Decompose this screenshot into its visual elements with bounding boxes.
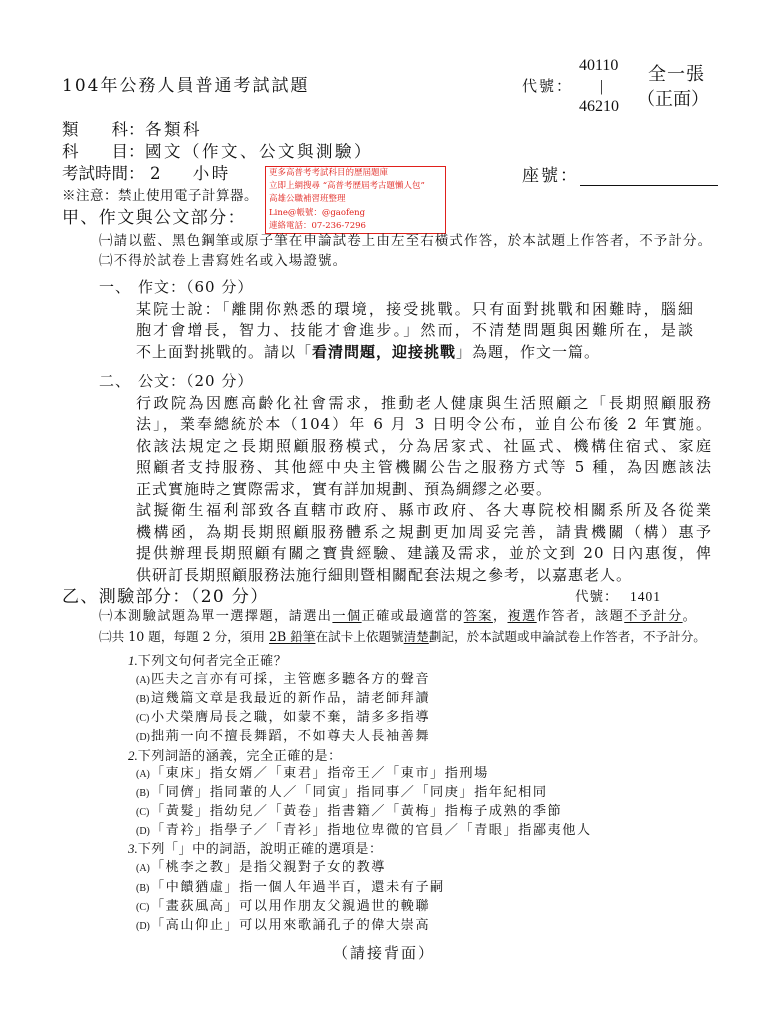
official-doc-number: 二、 [99,372,132,390]
option-label: (C) [136,807,150,818]
promo-line: 更多高普考考試科目的歷屆題庫 [269,168,389,178]
instruction-emphasis: 清楚 [403,629,429,644]
instruction-text: 作答者，該題 [536,609,625,624]
instruction-emphasis: 一個 [332,609,362,624]
calculator-notice: ※注意：禁止使用電子計算器。 [62,188,258,204]
promo-line: Line@帳號：@gaofeng [269,207,366,218]
question-number: 2. [128,748,138,763]
instruction-text: ㈠本測驗試題為單一選擇題，請選出 [99,609,333,624]
instruction-text: 劃記，於本試題或申論試卷上作答者，不予計分。 [428,629,706,644]
option-text: 「中饋猶虛」指一個人年過半百，還未有子嗣 [151,880,445,895]
subject-label: 科 目： [62,142,145,161]
option-text: 「黃髮」指幼兒／「黃卷」指書籍／「黃梅」指梅子成熟的季節 [151,804,563,819]
option-label: (A) [136,769,150,780]
official-doc-line: 行政院為因應高齡化社會需求，推動老人健康與生活照顧之「長期照顧服務 [136,394,712,412]
instruction-emphasis: 2B 鉛筆 [269,629,316,644]
option-text: 匹夫之言亦有可採，主管應多聽各方的聲音 [151,672,431,687]
promo-line: 立即上網搜尋 “高普考歷屆考古題懶人包” [269,181,425,192]
question [128,839,383,859]
official-doc-line: 依該法規定之長期照顧服務模式，分為居家式、社區式、機構住宿式、家庭 [136,437,712,455]
promo-line: 高雄公職補習班整理 [269,194,346,205]
answer-option [136,897,430,917]
code-separator: | [600,78,604,95]
part-a-title: 甲、作文與公文部分： [62,208,246,228]
question-number: 1. [128,653,138,668]
essay-line [136,341,600,363]
official-doc-line: 機構函，為期長期照顧服務體系之規劃更加周妥完善，請貴機關（構）惠予 [136,523,712,541]
official-doc-line: 提供辦理長期照顧有關之寶貴經驗、建議及需求，並於文到 20 日內惠復，俾 [136,544,712,562]
option-label: (D) [136,826,150,837]
question [128,651,287,671]
instruction-text: 正確或最適當的 [361,609,464,624]
time-value: 2 小時 [150,164,231,183]
option-text: 小犬榮膺局長之職，如蒙不棄，請多多指導 [151,710,431,725]
essay-line: 胞才會增長，智力、技能才會進步。」然而，不清楚問題與困難所在，是談 [136,321,694,339]
option-text: 這幾篇文章是我最近的新作品，請老師拜讀 [151,691,431,706]
category-value: 各類科 [145,120,202,139]
essay-topic: 看清問題，迎接挑戰 [312,343,457,361]
option-text: 「桃李之教」是指父親對子女的教導 [151,860,386,875]
subject-value: 國文（作文、公文與測驗） [145,142,373,161]
part-b-instruction [99,627,706,647]
essay-number: 一、 [99,278,132,296]
option-text: 拙荊一向不擅長舞蹈，不如尊夫人長袖善舞 [151,729,431,744]
category-label: 類 科： [62,120,145,139]
instruction-emphasis: 答案 [463,609,493,624]
instruction-text: ㈡共 10 題，每題 2 分，須用 [99,629,269,644]
instruction-emphasis: 不予計分 [624,609,683,624]
code-bottom: 46210 [579,98,619,115]
promo-line: 連絡電話：07-236-7296 [269,220,366,231]
official-doc-line: 正式實施時之實際需求，實有詳加規劃、預為綢繆之必要。 [136,480,553,498]
instruction-text: ， [492,609,508,624]
essay-text: 」為題，作文一篇。 [456,343,601,361]
option-label: (A) [136,675,150,686]
part-a-instruction: ㈡不得於試卷上書寫姓名或入場證號。 [99,253,348,269]
option-text: 「青衿」指學子／「青衫」指地位卑微的官員／「青眼」指鄙夷他人 [151,823,592,838]
instruction-emphasis: 複選 [507,609,537,624]
option-label: (B) [136,883,150,894]
official-doc-line: 法」，業奉總統於本（104）年 6 月 3 日明令公布，並自公布後 2 年實施。 [136,415,712,433]
instruction-text: 在試卡上依題號 [315,629,404,644]
answer-option [136,670,430,690]
official-doc-line: 供研訂長期照顧服務法施行細則暨相關配套法規之參考，以嘉惠老人。 [136,566,633,584]
answer-option [136,708,430,728]
seat-label: 座號： [522,166,579,186]
part-a-instruction: ㈠請以藍、黑色鋼筆或原子筆在申論試卷上由左至右橫式作答，於本試題上作答者，不予計分。 [99,233,713,249]
code-top: 40110 [579,57,619,74]
answer-option [136,802,562,822]
sheet-count: 全一張 [648,64,705,85]
instruction-text: 。 [682,609,698,624]
option-text: 「高山仰止」可以用來歌誦孔子的偉大崇高 [151,918,431,933]
answer-option [136,858,386,878]
option-label: (A) [136,863,150,874]
option-text: 「畫荻風高」可以用作朋友父親過世的輓聯 [151,899,431,914]
exam-title: 104年公務人員普通考試試題 [62,76,310,96]
official-doc-line: 試擬衛生福利部致各直轄市政府、縣市政府、各大專院校相關系所及各從業 [136,501,712,519]
question-number: 3. [128,841,138,856]
time-label: 考試時間： [62,164,145,183]
official-doc-line: 照顧者支持服務、其他經中央主管機關公告之服務方式等 5 種，為因應該法 [136,458,712,476]
question-text: 下列文句何者完全正確？ [137,654,288,669]
answer-option [136,878,445,898]
answer-option [136,783,548,803]
option-label: (C) [136,713,150,724]
part-b-code-label: 代號： [575,589,619,605]
answer-option [136,821,592,841]
essay-text: 不上面對挑戰的。請以「 [136,343,313,361]
answer-option [136,916,430,936]
official-doc-heading: 公文：（20 分） [138,372,254,390]
option-label: (D) [136,921,150,932]
continue-on-back-note: （請接背面） [332,944,435,962]
answer-option [136,764,489,784]
option-label: (D) [136,732,150,743]
sheet-side: （正面） [637,89,709,110]
option-label: (B) [136,788,150,799]
part-b-code: 1401 [630,589,661,604]
seat-number-line [580,185,718,186]
essay-line: 某院士說：「離開你熟悉的環境，接受挑戰。只有面對挑戰和困難時，腦細 [136,300,694,318]
option-label: (B) [136,694,150,705]
answer-option [136,689,430,709]
question-text: 下列「」中的詞語，說明正確的選項是： [137,842,383,857]
option-text: 「東床」指女婿／「東君」指帝王／「東市」指刑場 [151,766,489,781]
part-b-instruction [99,607,697,627]
option-label: (C) [136,902,150,913]
essay-heading: 作文：（60 分） [138,278,254,296]
question-text: 下列詞語的涵義，完全正確的是： [137,749,342,764]
option-text: 「同儕」指同輩的人／「同寅」指同事／「同庚」指年紀相同 [151,785,548,800]
question [128,746,342,766]
code-label: 代號： [522,77,574,95]
answer-option [136,727,430,747]
promo-box [265,166,446,234]
part-b-title: 乙、測驗部分：（20 分） [62,587,269,607]
